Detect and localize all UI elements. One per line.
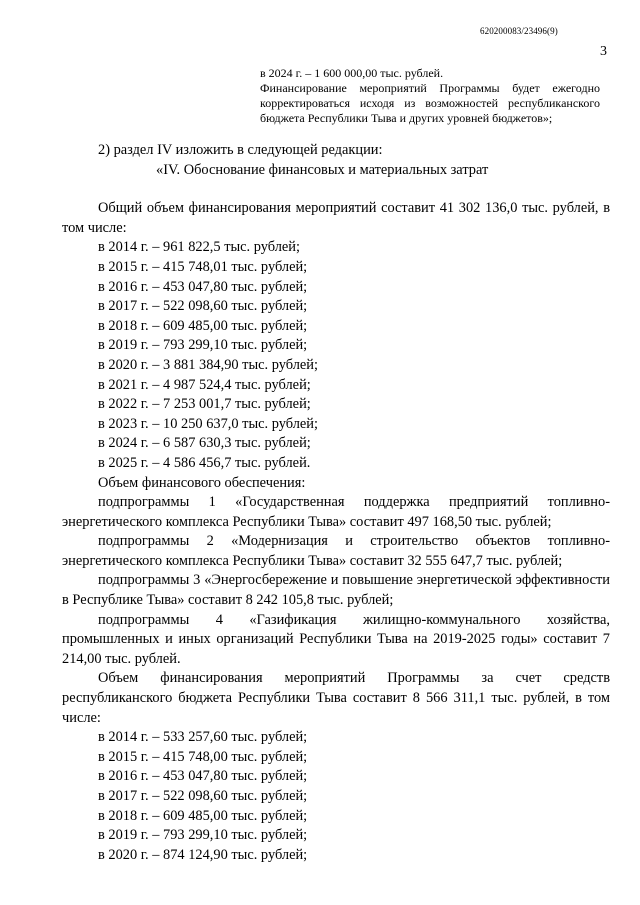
list-item: в 2015 г. – 415 748,01 тыс. рублей; — [98, 258, 308, 275]
list-item: в 2018 г. – 609 485,00 тыс. рублей; — [98, 317, 308, 334]
list-item: в 2017 г. – 522 098,60 тыс. рублей; — [98, 788, 308, 804]
list-item: в 2020 г. – 3 881 384,90 тыс. рублей; — [98, 356, 318, 373]
subprogram-3: подпрограммы 3 «Энергосбережение и повышение энергетической эффективности в Республике Тыва» составит 8 242 105,8 тыс. рублей; — [62, 572, 610, 609]
list-item: в 2018 г. – 609 485,00 тыс. рублей; — [98, 807, 308, 824]
list-item: в 2015 г. – 415 748,00 тыс. рублей; — [98, 748, 308, 765]
list-item: в 2019 г. – 793 299,10 тыс. рублей; — [98, 337, 308, 354]
document-body — [62, 141, 610, 865]
document-number: 620200083/23496(9) — [480, 26, 558, 36]
list-item: в 2020 г. – 874 124,90 тыс. рублей; — [98, 846, 308, 863]
subprogram-1: подпрограммы 1 «Государственная поддержка предприятий топливно-энергетического комплекса Республики Тыва» составит 497 168,50 тыс. рублей; — [62, 494, 610, 530]
spacer — [98, 180, 610, 199]
list-item: в 2021 г. – 4 987 524,4 тыс. рублей; — [98, 376, 311, 393]
list-item: в 2014 г. – 533 257,60 тыс. рублей; — [98, 729, 308, 746]
list-item: в 2016 г. – 453 047,80 тыс. рублей; — [98, 768, 308, 785]
republic-years-list — [98, 728, 610, 865]
previous-table-cell — [260, 66, 600, 126]
funding-label: Объем финансового обеспечения: — [98, 474, 306, 491]
list-item: в 2014 г. – 961 822,5 тыс. рублей; — [98, 239, 300, 256]
total-years-list — [98, 238, 610, 473]
funding-2024-line: в 2024 г. – 1 600 000,00 тыс. рублей. — [260, 66, 444, 80]
total-intro: Общий объем финансирования мероприятий составит 41 302 136,0 тыс. рублей, в том числе: — [62, 200, 610, 236]
funding-note: Финансирование мероприятий Программы будет ежегодно корректироваться исходя из возможностей республиканского бюджета Республики Тыва и других уровней бюджетов»; — [260, 81, 600, 125]
list-item: в 2017 г. – 522 098,60 тыс. рублей; — [98, 298, 308, 315]
list-item: в 2016 г. – 453 047,80 тыс. рублей; — [98, 278, 308, 295]
list-item: в 2023 г. – 10 250 637,0 тыс. рублей; — [98, 415, 318, 432]
list-item: в 2025 г. – 4 586 456,7 тыс. рублей. — [98, 454, 311, 471]
subprogram-4: подпрограммы 4 «Газификация жилищно-коммунального хозяйства, промышленных и иных организаций Республики Тыва на 2019-2025 годы» составит 7 214,00 тыс. рублей. — [62, 611, 610, 667]
republic-intro: Объем финансирования мероприятий Программы за счет средств республиканского бюджета Республики Тыва составит 8 566 311,1 тыс. рублей, в том числе: — [62, 670, 610, 726]
page-number: 3 — [600, 44, 607, 59]
subprogram-2: подпрограммы 2 «Модернизация и строительство объектов топливно-энергетического комплекса Республики Тыва» составит 32 555 647,7 тыс. рублей; — [62, 533, 610, 569]
section-instruction: 2) раздел IV изложить в следующей редакции: — [98, 142, 383, 158]
list-item: в 2022 г. – 7 253 001,7 тыс. рублей; — [98, 396, 311, 413]
list-item: в 2019 г. – 793 299,10 тыс. рублей; — [98, 827, 308, 844]
section-heading: «IV. Обоснование финансовых и материальных затрат — [156, 161, 489, 178]
list-item: в 2024 г. – 6 587 630,3 тыс. рублей; — [98, 435, 311, 452]
